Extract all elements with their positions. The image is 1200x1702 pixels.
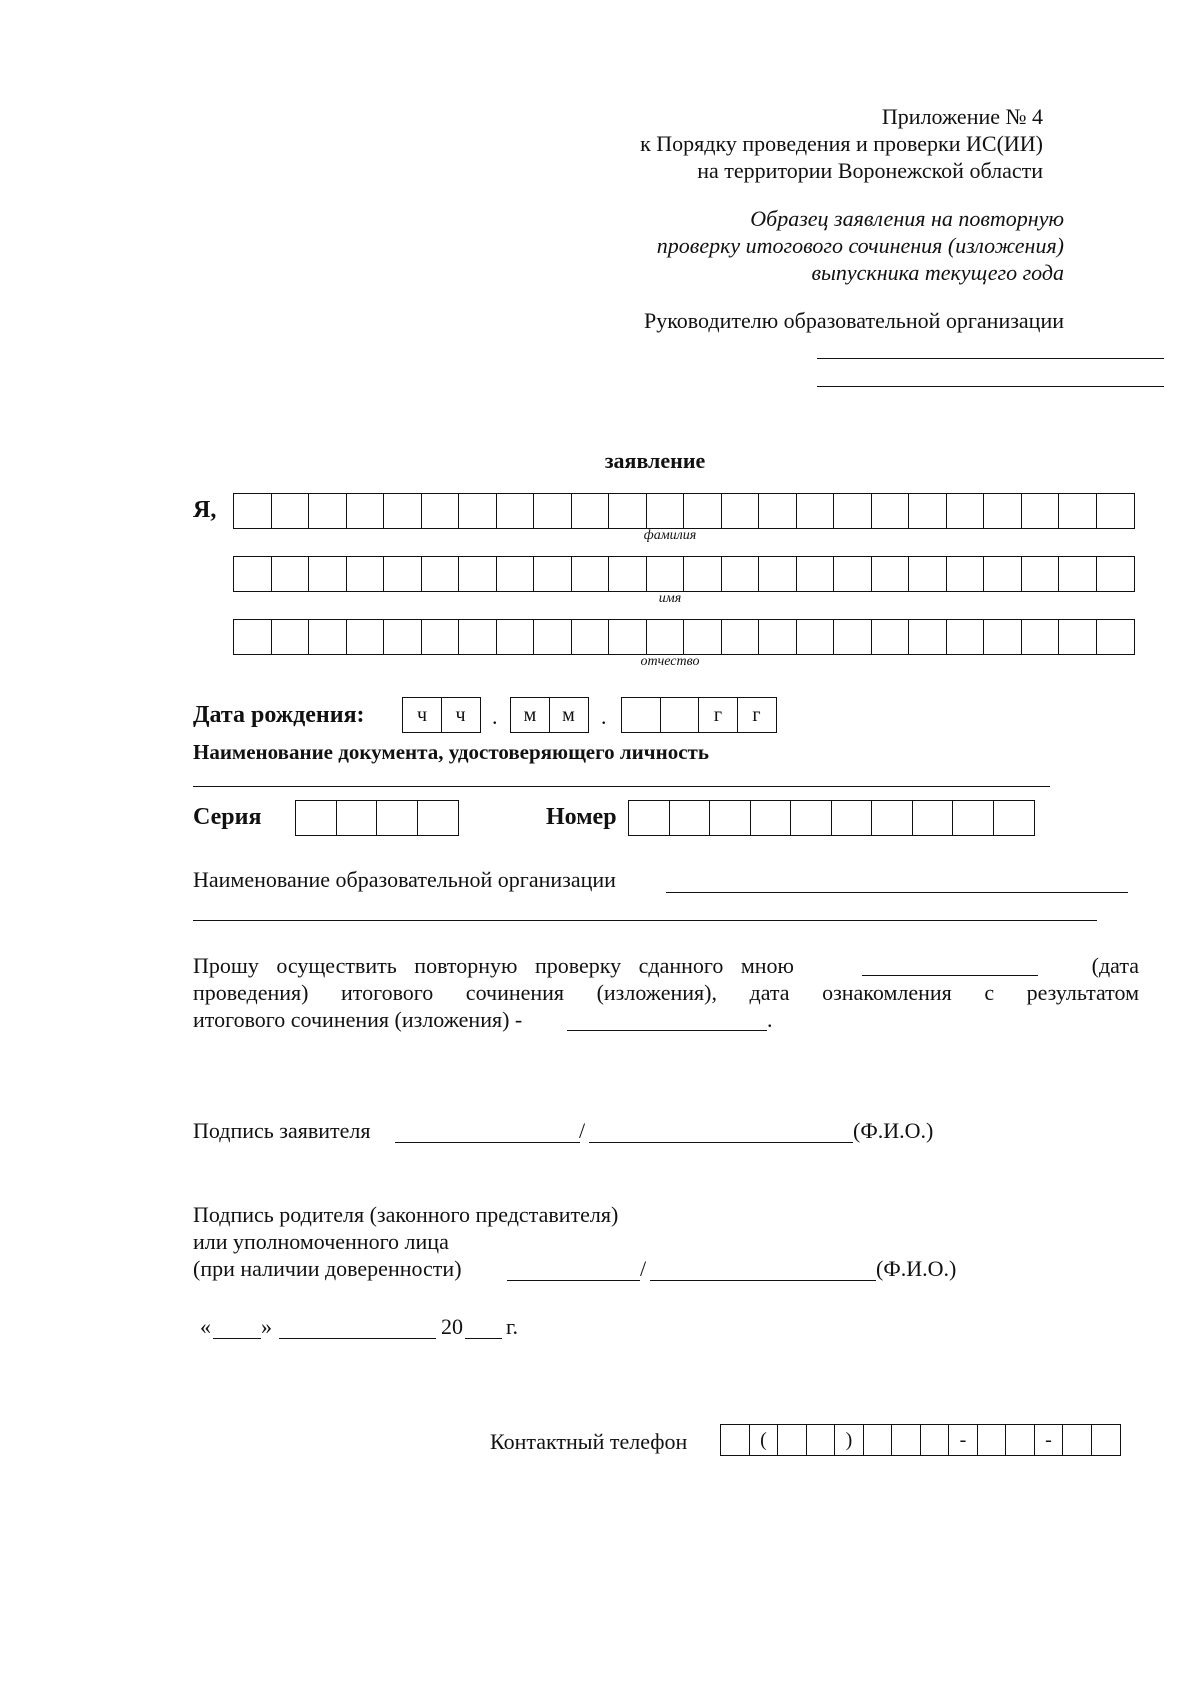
request-text-1b: (дата (1091, 953, 1139, 978)
number-cell[interactable] (912, 800, 954, 836)
surname-cell[interactable] (833, 493, 872, 529)
patronymic-cell[interactable] (533, 619, 572, 655)
birth-day-cells[interactable] (402, 697, 481, 733)
parent-signature-label-3: (при наличии доверенности) (193, 1256, 462, 1281)
number-cell[interactable] (628, 800, 670, 836)
phone-cell[interactable] (891, 1424, 921, 1456)
name-cell[interactable] (571, 556, 610, 592)
addressee-line-2[interactable] (817, 386, 1164, 387)
birth-date-label: Дата рождения: (193, 702, 365, 728)
patronymic-cell[interactable] (271, 619, 310, 655)
surname-cell[interactable] (271, 493, 310, 529)
series-cell[interactable] (417, 800, 459, 836)
series-cells[interactable] (295, 800, 459, 836)
date-year-prefix: 20 (441, 1314, 463, 1339)
surname-cell[interactable] (908, 493, 947, 529)
patronymic-cell[interactable] (721, 619, 760, 655)
surname-cell[interactable] (308, 493, 347, 529)
number-label: Номер (546, 804, 617, 830)
id-document-label: Наименование документа, удостоверяющего личность (193, 740, 709, 764)
patronymic-cells[interactable] (233, 619, 1135, 655)
name-cell[interactable] (871, 556, 910, 592)
patronymic-cell[interactable] (646, 619, 685, 655)
surname-hint: фамилия (643, 528, 697, 543)
number-cell[interactable] (871, 800, 913, 836)
surname-cell[interactable] (946, 493, 985, 529)
applicant-signature-slash: / (579, 1118, 586, 1143)
phone-cell[interactable] (1005, 1424, 1035, 1456)
number-cell[interactable] (669, 800, 711, 836)
request-line-3: итогового сочинения (изложения) - (193, 1007, 523, 1032)
patronymic-cell[interactable] (1021, 619, 1060, 655)
surname-cells[interactable] (233, 493, 1135, 529)
surname-cell[interactable] (421, 493, 460, 529)
number-cell[interactable] (750, 800, 792, 836)
phone-cell[interactable]: ( (749, 1424, 779, 1456)
birth-dot-2: . (601, 704, 607, 729)
surname-cell[interactable] (758, 493, 797, 529)
patronymic-hint: отчество (640, 654, 700, 669)
patronymic-cell[interactable] (946, 619, 985, 655)
date-close-quote: » (261, 1314, 272, 1339)
surname-cell[interactable] (608, 493, 647, 529)
surname-cell[interactable] (871, 493, 910, 529)
phone-cell[interactable] (1062, 1424, 1092, 1456)
addressee: Руководителю образовательной организации (643, 308, 1064, 333)
parent-fio-line[interactable] (650, 1280, 876, 1281)
birth-month-cell[interactable]: м (510, 697, 550, 733)
name-cell[interactable] (233, 556, 272, 592)
birth-year-cell[interactable]: г (737, 697, 777, 733)
review-date-line[interactable] (567, 1030, 767, 1031)
surname-cell[interactable] (1096, 493, 1135, 529)
patronymic-cell[interactable] (1096, 619, 1135, 655)
name-cell[interactable] (1096, 556, 1135, 592)
name-cell[interactable] (533, 556, 572, 592)
birth-year-cell[interactable] (621, 697, 661, 733)
number-cell[interactable] (952, 800, 994, 836)
applicant-fio-label: (Ф.И.О.) (853, 1118, 934, 1143)
birth-year-cells[interactable] (621, 697, 777, 733)
birth-dot-1: . (492, 704, 498, 729)
surname-cell[interactable] (533, 493, 572, 529)
name-hint: имя (658, 591, 682, 606)
series-cell[interactable] (336, 800, 378, 836)
patronymic-cell[interactable] (796, 619, 835, 655)
name-cell[interactable] (496, 556, 535, 592)
request-line-3-end: . (767, 1007, 773, 1032)
surname-cell[interactable] (571, 493, 610, 529)
phone-cell[interactable] (977, 1424, 1007, 1456)
name-cell[interactable] (346, 556, 385, 592)
name-cell[interactable] (308, 556, 347, 592)
patronymic-cell[interactable] (758, 619, 797, 655)
patronymic-cell[interactable] (571, 619, 610, 655)
number-cells[interactable] (628, 800, 1035, 836)
appendix-line-3: на территории Воронежской области (697, 158, 1043, 183)
birth-year-cell[interactable] (660, 697, 700, 733)
birth-day-cell[interactable]: ч (402, 697, 442, 733)
name-cell[interactable] (946, 556, 985, 592)
parent-signature-label-2: или уполномоченного лица (193, 1229, 449, 1254)
number-cell[interactable] (831, 800, 873, 836)
patronymic-cell[interactable] (1058, 619, 1097, 655)
surname-cell[interactable] (346, 493, 385, 529)
parent-signature-line[interactable] (507, 1280, 640, 1281)
phone-cell[interactable]: ) (834, 1424, 864, 1456)
phone-cell[interactable]: - (948, 1424, 978, 1456)
number-cell[interactable] (993, 800, 1035, 836)
date-year-line[interactable] (465, 1338, 502, 1339)
phone-cell[interactable] (806, 1424, 836, 1456)
name-cell[interactable] (421, 556, 460, 592)
exam-date-line[interactable] (862, 975, 1038, 976)
phone-cell[interactable] (920, 1424, 950, 1456)
name-cell[interactable] (271, 556, 310, 592)
patronymic-cell[interactable] (496, 619, 535, 655)
number-cell[interactable] (790, 800, 832, 836)
parent-fio-label: (Ф.И.О.) (876, 1256, 957, 1281)
patronymic-cell[interactable] (308, 619, 347, 655)
patronymic-cell[interactable] (908, 619, 947, 655)
name-cell[interactable] (458, 556, 497, 592)
surname-cell[interactable] (646, 493, 685, 529)
name-cell[interactable] (833, 556, 872, 592)
id-document-line[interactable] (193, 786, 1050, 787)
parent-signature-label-1: Подпись родителя (законного представителя) (193, 1202, 619, 1227)
request-text-1a: Прошу осуществить повторную проверку сданного мною (193, 953, 794, 978)
date-month-line[interactable] (279, 1338, 436, 1339)
document-title: заявление (604, 448, 706, 473)
surname-cell[interactable] (1021, 493, 1060, 529)
patronymic-cell[interactable] (383, 619, 422, 655)
patronymic-cell[interactable] (608, 619, 647, 655)
sample-line-1: Образец заявления на повторную (750, 206, 1064, 231)
name-cell[interactable] (721, 556, 760, 592)
appendix-line-2: к Порядку проведения и проверки ИС(ИИ) (640, 131, 1043, 156)
surname-cell[interactable] (458, 493, 497, 529)
addressee-line-1[interactable] (817, 358, 1164, 359)
org-label: Наименование образовательной организации (193, 867, 616, 892)
applicant-fio-line[interactable] (589, 1142, 853, 1143)
date-year-suffix: г. (506, 1314, 519, 1339)
surname-cell[interactable] (983, 493, 1022, 529)
name-cell[interactable] (383, 556, 422, 592)
surname-cell[interactable] (721, 493, 760, 529)
name-cell[interactable] (908, 556, 947, 592)
sample-line-3: выпускника текущего года (811, 260, 1064, 285)
name-cell[interactable] (646, 556, 685, 592)
phone-cell[interactable] (720, 1424, 750, 1456)
surname-cell[interactable] (683, 493, 722, 529)
date-day-line[interactable] (213, 1338, 261, 1339)
phone-cell[interactable] (1091, 1424, 1121, 1456)
surname-cell[interactable] (496, 493, 535, 529)
series-cell[interactable] (376, 800, 418, 836)
name-cell[interactable] (983, 556, 1022, 592)
sample-line-2: проверку итогового сочинения (изложения) (656, 233, 1064, 258)
surname-cell[interactable] (383, 493, 422, 529)
patronymic-cell[interactable] (983, 619, 1022, 655)
patronymic-cell[interactable] (233, 619, 272, 655)
patronymic-cell[interactable] (871, 619, 910, 655)
birth-month-cells[interactable] (510, 697, 589, 733)
org-line-1[interactable] (666, 892, 1128, 893)
name-cell[interactable] (608, 556, 647, 592)
birth-month-cell[interactable]: м (549, 697, 589, 733)
name-cell[interactable] (1058, 556, 1097, 592)
phone-cells[interactable] (720, 1424, 1121, 1456)
name-cells[interactable] (233, 556, 1135, 592)
name-cell[interactable] (1021, 556, 1060, 592)
patronymic-cell[interactable] (346, 619, 385, 655)
phone-cell[interactable] (777, 1424, 807, 1456)
number-cell[interactable] (709, 800, 751, 836)
appendix-line-1: Приложение № 4 (881, 104, 1043, 129)
name-cell[interactable] (758, 556, 797, 592)
phone-cell[interactable]: - (1034, 1424, 1064, 1456)
phone-label: Контактный телефон (490, 1429, 688, 1454)
parent-signature-slash: / (640, 1256, 647, 1281)
patronymic-cell[interactable] (421, 619, 460, 655)
series-label: Серия (193, 804, 262, 830)
surname-cell[interactable] (796, 493, 835, 529)
org-line-2[interactable] (193, 920, 1097, 921)
name-cell[interactable] (683, 556, 722, 592)
surname-cell[interactable] (1058, 493, 1097, 529)
patronymic-cell[interactable] (683, 619, 722, 655)
applicant-signature-line[interactable] (395, 1142, 580, 1143)
birth-day-cell[interactable]: ч (441, 697, 481, 733)
patronymic-cell[interactable] (458, 619, 497, 655)
patronymic-cell[interactable] (833, 619, 872, 655)
request-line-2: проведения) итогового сочинения (изложения), дата ознакомления с результатом (193, 980, 1139, 1005)
surname-cell[interactable] (233, 493, 272, 529)
date-open-quote: « (200, 1314, 211, 1339)
name-cell[interactable] (796, 556, 835, 592)
phone-cell[interactable] (863, 1424, 893, 1456)
birth-year-cell[interactable]: г (698, 697, 738, 733)
prefix-ya: Я, (193, 497, 217, 523)
applicant-signature-label: Подпись заявителя (193, 1118, 371, 1143)
series-cell[interactable] (295, 800, 337, 836)
